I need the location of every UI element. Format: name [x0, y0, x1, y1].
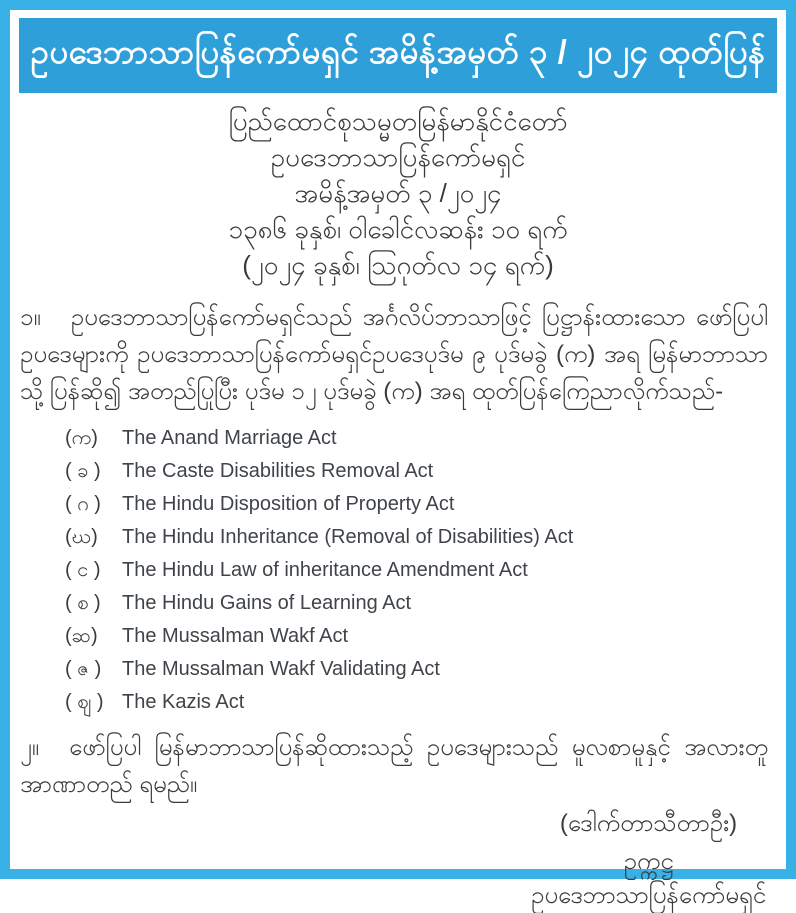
paragraph-2	[20, 729, 768, 803]
title-banner	[19, 18, 777, 93]
list-item	[65, 653, 786, 686]
act-title: The Mussalman Wakf Validating Act	[122, 658, 440, 680]
act-title: The Kazis Act	[122, 691, 245, 713]
act-label: ( ဈ )	[65, 691, 104, 713]
signature-block	[531, 807, 766, 913]
heading-line: ၁၃၈၆ ခုနှစ်၊ ဝါခေါင်လဆန်း ၁၀ ရက်	[228, 214, 568, 244]
banner-title-text: ဥပဒေဘာသာပြန်ကော်မရှင် အမိန့်အမှတ် ၃ / ၂၀၂၄ ထုတ်ပြန်	[30, 33, 766, 70]
list-item	[65, 620, 786, 653]
act-title: The Hindu Disposition of Property Act	[122, 493, 455, 515]
paragraph-2-text: ဖော်ပြပါ မြန်မာဘာသာပြန်ဆိုထားသည့် ဥပဒေများသည် မူလစာမူနှင့် အလားတူ အာဏာတည် ရမည်။	[20, 734, 768, 798]
list-item	[65, 488, 786, 521]
act-label: ( ခ )	[65, 460, 101, 482]
paragraph-1-text: ဥပဒေဘာသာပြန်ကော်မရှင်သည် အင်္ဂလိပ်ဘာသာဖြင့် ပြဋ္ဌာန်းထားသော ဖော်ပြပါ ဥပဒေများကို ဥပဒေဘာသာပြန်ကော်မရှင်ဥပဒေပုဒ်မ ၉ ပုဒ်မခွဲ (က) အရ မြန်မာဘာသာသို့ ပြန်ဆို၍ အတည်ပြုပြီး ပုဒ်မ ၁၂ ပုဒ်မခွဲ (က) အရ ထုတ်ပြန်ကြေညာလိုက်သည်-	[20, 304, 768, 405]
heading-line: (၂၀၂၄ ခုနှစ်၊ သြဂုတ်လ ၁၄ ရက်)	[242, 250, 554, 280]
heading-line: ဥပဒေဘာသာပြန်ကော်မရှင်	[270, 142, 526, 172]
act-label: ( စ )	[65, 592, 101, 614]
act-title: The Hindu Inheritance (Removal of Disabilities) Act	[122, 526, 574, 548]
act-title: The Mussalman Wakf Act	[122, 625, 348, 647]
heading-line: အမိန့်အမှတ် ၃ /၂၀၂၄	[294, 178, 502, 208]
document-heading	[10, 103, 786, 283]
act-title: The Hindu Law of inheritance Amendment Act	[122, 559, 528, 581]
heading-line: ပြည်ထောင်စုသမ္မတမြန်မာနိုင်ငံတော်	[228, 106, 568, 136]
paragraph-2-number: ၂။	[20, 734, 40, 761]
act-label: ( င )	[65, 559, 101, 581]
list-item	[65, 455, 786, 488]
act-title: The Caste Disabilities Removal Act	[122, 460, 434, 482]
signatory-title: ဥက္ကဋ္ဌ	[623, 848, 674, 875]
signatory-name: (ဒေါက်တာသီတာဦး)	[559, 810, 738, 837]
act-title: The Anand Marriage Act	[122, 427, 337, 449]
paragraph-1-number: ၁။	[20, 304, 41, 331]
list-item	[65, 686, 786, 719]
signatory-organization: ဥပဒေဘာသာပြန်ကော်မရှင်	[531, 882, 766, 909]
acts-list	[65, 422, 786, 719]
paragraph-1	[20, 299, 768, 410]
list-item	[65, 554, 786, 587]
act-label: (က)	[65, 427, 98, 449]
act-label: (ဃ)	[65, 526, 98, 548]
list-item	[65, 521, 786, 554]
act-label: (ဆ)	[65, 625, 98, 647]
act-title: The Hindu Gains of Learning Act	[122, 592, 412, 614]
list-item	[65, 422, 786, 455]
list-item	[65, 587, 786, 620]
act-label: ( ဂ )	[65, 493, 101, 515]
act-label: ( ဇ )	[65, 658, 102, 680]
